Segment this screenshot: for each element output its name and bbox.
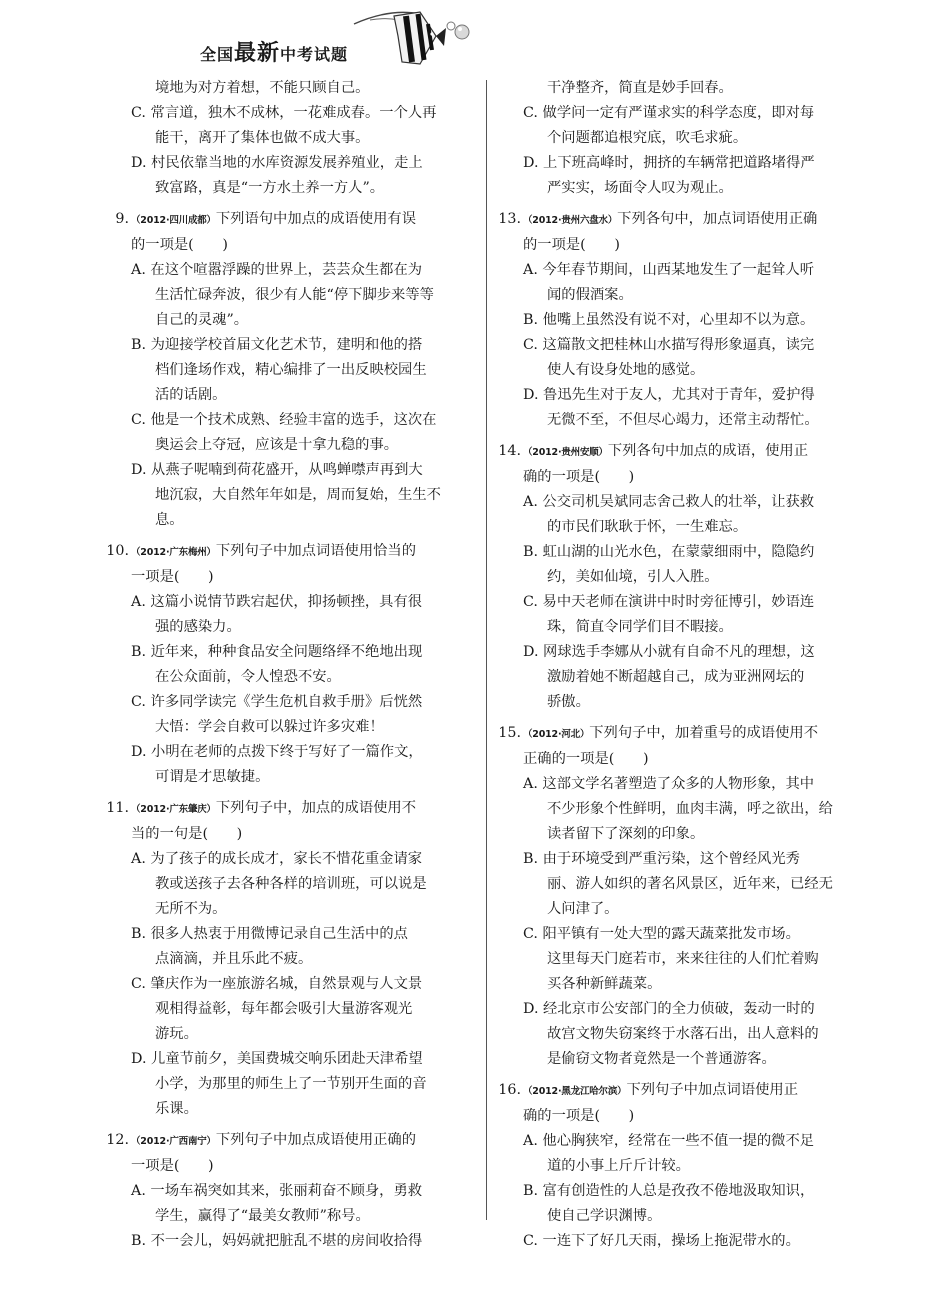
option-12d: D. 上下班高峰时，拥挤的车辆常把道路堵得严 严实实，场面令人叹为观止。 xyxy=(523,155,815,196)
page-header xyxy=(200,6,500,72)
option-14a: A. 公交司机吴斌同志舍己救人的壮举，让获救 的市民们耿耿于怀，一生难忘。 xyxy=(523,494,815,535)
option-11b: B. 很多人热衷于用微博记录自己生活中的点 点滴滴，并且乐此不疲。 xyxy=(131,926,408,967)
option-16a: A. 他心胸狭窄，经常在一些不值一提的微不足 道的小事上斤斤计较。 xyxy=(523,1133,815,1174)
header-title: 全国最新中考试题 xyxy=(200,41,349,66)
angelfish-icon xyxy=(350,6,480,70)
option-13c: C. 这篇散文把桂林山水描写得形象逼真，读完 使人有设身处地的感觉。 xyxy=(523,337,815,378)
question-stem: 15. （2012·河北）下列句子中，加着重号的成语使用不 正确的一项是( ) xyxy=(498,725,818,767)
option-16b: B. 富有创造性的人总是孜孜不倦地汲取知识， 使自己学识渊博。 xyxy=(523,1183,815,1224)
question-13 xyxy=(497,207,867,433)
option-15c: C. 阳平镇有一处大型的露天蔬菜批发市场。 这里每天门庭若市，来来往往的人们忙着购 买各种新鲜蔬菜。 xyxy=(523,926,819,992)
option-10c: C. 许多同学读完《学生危机自救手册》后恍然 大悟：学会自救可以躲过许多灾难！ xyxy=(131,694,423,735)
option-8c: C. 常言道，独木不成林，一花难成春。一个人再 能干，离开了集体也做不成大事。 xyxy=(131,105,437,146)
question-stem: 11. （2012·广东肇庆）下列句子中，加点的成语使用不 当的一句是( ) xyxy=(106,800,417,842)
question-stem: 14. （2012·贵州安顺）下列各句中加点的成语，使用正 确的一项是( ) xyxy=(498,443,809,485)
option-14b: B. 虹山湖的山光水色，在蒙蒙细雨中，隐隐约 约，美如仙境，引人入胜。 xyxy=(523,544,815,585)
question-11 xyxy=(105,796,475,1122)
option-12a: A. 一场车祸突如其来，张丽莉奋不顾身，勇救 学生，赢得了“最美女教师”称号。 xyxy=(131,1183,423,1224)
option-8d: D. 村民依靠当地的水库资源发展养殖业，走上 致富路，真是“一方水土养一方人”。 xyxy=(131,155,423,196)
column-divider xyxy=(486,80,487,1220)
option-9c: C. 他是一个技术成熟、经验丰富的选手，这次在 奥运会上夺冠，应该是十拿九稳的事。 xyxy=(131,412,437,453)
option-11a: A. 为了孩子的成长成才，家长不惜花重金请家 教或送孩子去各种各样的培训班，可以说是 无所不为。 xyxy=(131,851,427,917)
option-11d: D. 儿童节前夕，美国费城交响乐团赴天津希望 小学，为那里的师生上了一节别开生面的音 乐课。 xyxy=(131,1051,427,1117)
option-9b: B. 为迎接学校首届文化艺术节，建明和他的搭 档们逢场作戏，精心编排了一出反映校园生 活的话剧。 xyxy=(131,337,427,403)
option-9d: D. 从燕子呢喃到荷花盛开，从鸣蝉噤声再到大 地沉寂，大自然年年如是，周而复始，生生不 息。 xyxy=(131,462,441,528)
option-9a: A. 在这个喧嚣浮躁的世界上，芸芸众生都在为 生活忙碌奔波，很少有人能“停下脚步来等等 自己的灵魂”。 xyxy=(131,262,434,328)
option-15d: D. 经北京市公安部门的全力侦破，轰动一时的 故宫文物失窃案终于水落石出，出人意料的 是偷窃文物者竟然是一个普通游客。 xyxy=(523,1001,819,1067)
left-column xyxy=(105,76,475,1254)
option-13a: A. 今年春节期间，山西某地发生了一起耸人听 闻的假酒案。 xyxy=(523,262,815,303)
question-14 xyxy=(497,439,867,715)
option-14d: D. 网球选手李娜从小就有自命不凡的理想，这 激励着她不断超越自己，成为亚洲网坛的 骄傲。 xyxy=(523,644,815,710)
question-stem: 13. （2012·贵州六盘水）下列各句中，加点词语使用正确 的一项是( ) xyxy=(498,211,818,253)
question-15 xyxy=(497,721,867,1072)
option-16c: C. 一连下了好几天雨，操场上拖泥带水的。 xyxy=(523,1233,800,1249)
question-9 xyxy=(105,207,475,533)
question-stem: 12. （2012·广西南宁）下列句子中加点成语使用正确的 一项是( ) xyxy=(106,1132,417,1174)
option-10b: B. 近年来，种种食品安全问题络绎不绝地出现 在公众面前，令人惶恐不安。 xyxy=(131,644,423,685)
option-15b: B. 由于环境受到严重污染，这个曾经风光秀 丽、游人如织的著名风景区，近年来，已经无 人问津了。 xyxy=(523,851,833,917)
option-14c: C. 易中天老师在演讲中时时旁征博引，妙语连 珠，简直令同学们目不暇接。 xyxy=(523,594,815,635)
option-13d: D. 鲁迅先生对于友人，尤其对于青年，爱护得 无微不至，不但尽心竭力，还常主动帮忙。 xyxy=(523,387,819,428)
option-15a: A. 这部文学名著塑造了众多的人物形象，其中 不少形象个性鲜明，血肉丰满，呼之欲出，给 读者留下了深刻的印象。 xyxy=(523,776,833,842)
right-column xyxy=(497,76,867,1254)
option-13b: B. 他嘴上虽然没有说不对，心里却不以为意。 xyxy=(523,312,815,328)
question-stem: 10. （2012·广东梅州）下列句子中加点词语使用恰当的 一项是( ) xyxy=(106,543,417,585)
option-12b: B. 不一会儿，妈妈就把脏乱不堪的房间收拾得 xyxy=(131,1233,423,1249)
question-16 xyxy=(497,1078,867,1254)
question-12 xyxy=(105,1128,475,1254)
option-10a: A. 这篇小说情节跌宕起伏，抑扬顿挫，具有很 强的感染力。 xyxy=(131,594,423,635)
question-10 xyxy=(105,539,475,790)
continued-text: 境地为对方着想，不能只顾自己。 xyxy=(155,80,370,96)
option-12c: C. 做学问一定有严谨求实的科学态度，即对每 个问题都追根究底，吹毛求疵。 xyxy=(523,105,815,146)
continued-text: 干净整齐，简直是妙手回春。 xyxy=(547,80,733,96)
option-11c: C. 肇庆作为一座旅游名城，自然景观与人文景 观相得益彰，每年都会吸引大量游客观光 游玩。 xyxy=(131,976,423,1042)
question-stem: 16. （2012·黑龙江哈尔滨）下列句子中加点词语使用正 确的一项是( ) xyxy=(498,1082,799,1124)
question-stem: 9. （2012·四川成都）下列语句中加点的成语使用有误 的一项是( ) xyxy=(115,211,417,253)
option-10d: D. 小明在老师的点拨下终于写好了一篇作文， 可谓是才思敏捷。 xyxy=(131,744,423,785)
